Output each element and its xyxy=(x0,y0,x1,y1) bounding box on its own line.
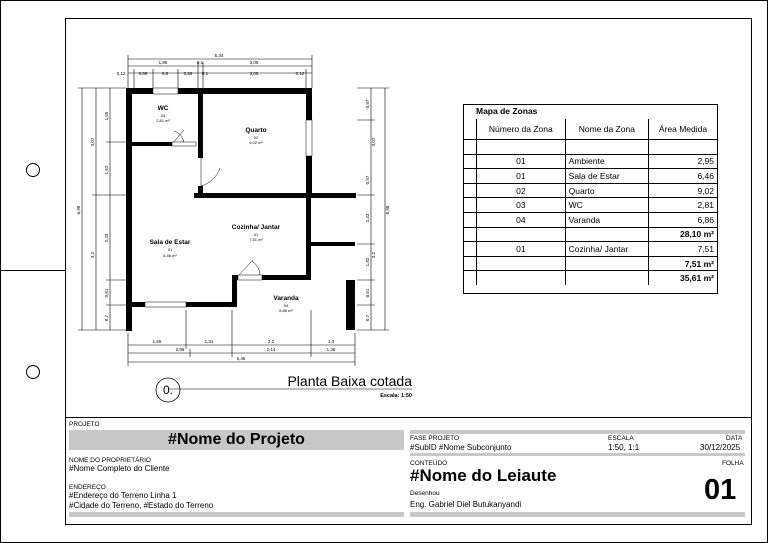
address-line-2: #Cidade do Terreno, #Estado do Terreno xyxy=(69,501,214,510)
room-varanda-code: 04 xyxy=(283,303,289,308)
zone-header-spacer xyxy=(464,119,477,140)
room-cozinha-area: 7,51 m² xyxy=(249,237,263,242)
address-line-1: #Endereço do Terreno Linha 1 xyxy=(69,491,177,500)
zone-area: 6,86 xyxy=(648,212,717,227)
table-row-subtotal xyxy=(464,227,717,242)
dim-right-h: 0,7 xyxy=(365,314,370,322)
room-wc-name: WC xyxy=(157,105,169,112)
zone-total: 35,61 m² xyxy=(648,271,717,285)
dim-top-b: 0,1 xyxy=(196,60,204,65)
room-wc-area: 2,81 m² xyxy=(156,118,170,123)
room-sala-area: 6,46 m² xyxy=(163,253,177,258)
dim-bottom-g: 1,36 xyxy=(326,347,336,352)
project-name: #Nome do Projeto xyxy=(168,431,305,448)
dim-left-c: 1,55 xyxy=(104,111,109,121)
dim-right-d: 0,97 xyxy=(365,175,370,185)
dim-bottom-d: 1,3 xyxy=(327,339,335,344)
table-row-subtotal xyxy=(464,256,717,271)
zone-subtotal-1: 28,10 m² xyxy=(648,227,717,242)
room-sala-code: 01 xyxy=(167,247,173,252)
top-dimensions xyxy=(128,55,312,88)
dim-left-total: 6,98 xyxy=(76,205,81,215)
dim-top-c: 3,05 xyxy=(249,60,259,65)
dim-top-a: 1,85 xyxy=(158,60,168,65)
zone-num: 01 xyxy=(477,242,566,257)
dim-left-d: 1,52 xyxy=(104,165,109,175)
right-bottom-bar xyxy=(410,512,745,517)
dim-top-i: 3,05 xyxy=(249,71,259,76)
table-row xyxy=(464,154,717,169)
label-projeto: PROJETO xyxy=(69,421,100,428)
room-wc-code: 03 xyxy=(160,113,166,118)
dim-left-g: 0,7 xyxy=(104,314,109,322)
plan-scale: Escala: 1:50 xyxy=(380,393,412,399)
right-top-bar xyxy=(410,430,745,434)
label-data: DATA xyxy=(726,435,743,442)
dim-top-total: 5,34 xyxy=(214,53,224,58)
table-row xyxy=(464,198,717,213)
dim-right-f: 1,82 xyxy=(365,257,370,267)
zone-area: 6,46 xyxy=(648,169,717,184)
dim-top-g: 0,59 xyxy=(183,71,193,76)
dim-right-g: 0,61 xyxy=(365,288,370,298)
label-folha: FOLHA xyxy=(722,460,744,467)
dim-bottom-c: 2,2 xyxy=(267,339,275,344)
plan-title: Planta Baixa cotada xyxy=(287,373,412,389)
zone-header-area: Área Medida xyxy=(648,119,717,140)
label-escala: ESCALA xyxy=(608,435,634,442)
label-conteudo: CONTEÚDO xyxy=(410,460,448,467)
table-row-total xyxy=(464,271,717,285)
sheet-number: 01 xyxy=(704,474,737,506)
dim-left-e: 2,33 xyxy=(104,233,109,243)
room-varanda-name: Varanda xyxy=(273,295,299,302)
zone-name: Cozinha/ Jantar xyxy=(565,242,648,257)
room-sala-name: Sala de Estar xyxy=(149,239,191,246)
zone-area: 2,81 xyxy=(648,198,717,213)
zone-name: Sala de Estar xyxy=(565,169,648,184)
escala-value: 1:50, 1:1 xyxy=(608,443,640,452)
zone-num: 04 xyxy=(477,212,566,227)
dim-right-total: 6,98 xyxy=(385,205,390,215)
room-cozinha-name: Cozinha/ Jantar xyxy=(231,224,281,231)
dim-right-a: 3,07 xyxy=(371,137,376,147)
zone-area: 7,51 xyxy=(648,242,717,257)
table-row xyxy=(464,183,717,198)
table-row xyxy=(464,169,717,184)
table-row xyxy=(464,242,717,257)
label-proprietario: NOME DO PROPRIETÁRIO xyxy=(69,457,151,464)
fase-value: #SubID #Nome Subconjunto xyxy=(410,443,512,452)
zone-num: 03 xyxy=(477,198,566,213)
dim-bottom-a: 1,65 xyxy=(152,339,162,344)
zone-num: 01 xyxy=(477,154,566,169)
label-fase: FASE PROJETO xyxy=(410,435,460,442)
dim-top-j: 0,12 xyxy=(295,71,305,76)
room-quarto-code: 02 xyxy=(253,135,259,140)
dim-right-c: 0,97 xyxy=(365,99,370,109)
left-dimensions xyxy=(78,88,126,330)
right-mid-bar xyxy=(410,453,745,456)
label-endereco: ENDEREÇO xyxy=(69,484,106,491)
table-row xyxy=(464,212,717,227)
zone-num: 01 xyxy=(477,169,566,184)
room-quarto-name: Quarto xyxy=(245,127,267,134)
zone-table xyxy=(463,104,718,294)
dim-right-e: 2,33 xyxy=(365,213,370,223)
zone-header-name: Nome da Zona xyxy=(565,119,648,140)
dim-bottom-b: 1,31 xyxy=(204,339,214,344)
dim-bottom-total: 6,46 xyxy=(236,356,246,361)
dim-top-h: 0,1 xyxy=(201,71,209,76)
dim-left-a: 3,07 xyxy=(90,137,95,147)
dim-left-b: 3,2 xyxy=(90,251,95,259)
room-quarto-area: 9,02 m² xyxy=(249,140,263,145)
zone-name: Ambiente xyxy=(565,154,648,169)
dim-bottom-f: 2,14 xyxy=(266,347,276,352)
zone-subtotal-2: 7,51 m² xyxy=(648,256,717,271)
dim-top-f: 0,8 xyxy=(161,71,169,76)
zone-header-number: Número da Zona xyxy=(477,119,566,140)
layout-name: #Nome do Leiaute xyxy=(410,466,557,485)
zone-name: Quarto xyxy=(565,183,648,198)
doors xyxy=(172,130,262,280)
view-number: 0. xyxy=(162,383,174,397)
desenhou-value: Eng. Gabriel Diel Butukanyandi xyxy=(410,500,522,509)
zone-table-title: Mapa de Zonas xyxy=(476,106,538,116)
zone-area: 9,02 xyxy=(648,183,717,198)
zone-num: 02 xyxy=(477,183,566,198)
label-desenhou: Desenhou xyxy=(410,490,440,497)
room-cozinha-code: 01 xyxy=(253,232,259,237)
zone-name: WC xyxy=(565,198,648,213)
data-value: 30/12/2025 xyxy=(700,443,741,452)
zone-name: Varanda xyxy=(565,212,648,227)
title-block-divider xyxy=(65,417,751,418)
client-name: #Nome Completo do Cliente xyxy=(69,464,170,473)
dim-top-e: 0,59 xyxy=(138,71,148,76)
room-varanda-area: 6,86 m² xyxy=(279,308,293,313)
zone-area: 2,95 xyxy=(648,154,717,169)
dim-right-b: 3,2 xyxy=(371,251,376,259)
dim-left-f: 0,61 xyxy=(104,288,109,298)
walls xyxy=(126,88,356,331)
left-bottom-bar xyxy=(69,512,404,517)
dim-bottom-e: 2,96 xyxy=(175,347,185,352)
dim-top-d: 0,12 xyxy=(116,71,126,76)
